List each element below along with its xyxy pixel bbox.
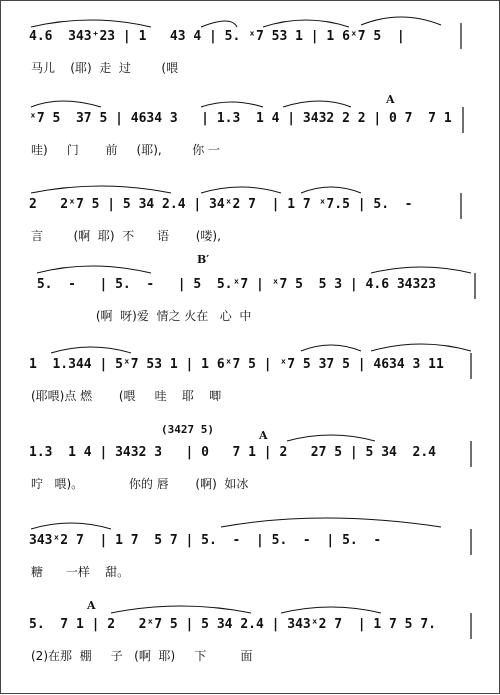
rehearsal-mark-a-2: A	[259, 429, 268, 442]
notes-line-2: ˣ7 5 37 5 | 4634 3 | 1.3 1 4 | 3432 2 2 | 0 7 7 1	[29, 111, 460, 126]
slur	[37, 266, 151, 273]
notes-line-4: 5. - | 5. - | 5 5.ˣ7 | ˣ7 5 5 3 | 4.6 34323	[29, 277, 436, 292]
lyrics-line-4: (啊 呀)爱 情之 火在 心 中	[31, 309, 252, 323]
slur-overlay	[1, 1, 500, 695]
slur	[263, 20, 349, 27]
rehearsal-mark-b: B′	[197, 253, 210, 266]
notes-line-3: 2 2ˣ7 5 | 5 34 2.4 | 34ˣ2 7 | 1 7 ˣ7.5 | 5. -	[29, 197, 429, 212]
slur	[221, 518, 441, 527]
slur	[371, 344, 471, 351]
lyrics-line-3: 言 (啊 耶) 不 语 (喽),	[31, 229, 221, 243]
slur	[31, 523, 111, 529]
lyrics-line-8: (2)在那 棚 子 (啊 耶) 下 面	[31, 649, 253, 663]
slur	[111, 606, 251, 613]
slur	[51, 347, 131, 353]
slur	[301, 187, 361, 193]
slur	[371, 267, 471, 273]
slur	[361, 17, 441, 25]
slur	[31, 186, 171, 193]
slur	[31, 20, 151, 27]
notes-line-8: 5. 7 1 | 2 2ˣ7 5 | 5 34 2.4 | 343ˣ2 7 | 1 7 5 7.	[29, 617, 436, 632]
lyrics-line-1: 马儿 (耶) 走 过 (喂	[31, 61, 179, 75]
rehearsal-mark-a-3: A	[87, 599, 96, 612]
slur	[283, 101, 351, 107]
slur	[201, 102, 263, 107]
slur	[201, 21, 237, 27]
lyrics-line-5: (耶喂)点 燃 (喂 哇 耶 唧	[31, 389, 222, 403]
notes-line-7: 343ˣ2 7 | 1 7 5 7 | 5. - | 5. - | 5. -	[29, 533, 405, 548]
slur	[281, 607, 381, 613]
lyrics-line-2: 哇) 门 前 (耶), 你 一	[31, 143, 221, 157]
slur	[287, 435, 375, 441]
parenthesized-notes: (3427 5)	[161, 423, 214, 436]
notes-line-6: 1.3 1 4 | 3432 3 | 0 7 1 | 2 27 5 | 5 34 2.4	[29, 445, 436, 460]
rehearsal-mark-a-1: A	[386, 93, 395, 106]
slur	[201, 187, 281, 193]
notes-line-1: 4.6 343⁺23 | 1 43 4 | 5. ˣ7 53 1 | 1 6ˣ7 5 |	[29, 29, 405, 44]
slur	[31, 101, 101, 107]
lyrics-line-7: 糖 一样 甜。	[31, 565, 130, 579]
slur	[301, 345, 361, 351]
notes-line-5: 1 1.344 | 5ˣ7 53 1 | 1 6ˣ7 5 | ˣ7 5 37 5 | 4634 3 11	[29, 357, 444, 372]
lyrics-line-6: 咛 喂)。 你的 唇 (啊) 如冰	[31, 477, 249, 491]
